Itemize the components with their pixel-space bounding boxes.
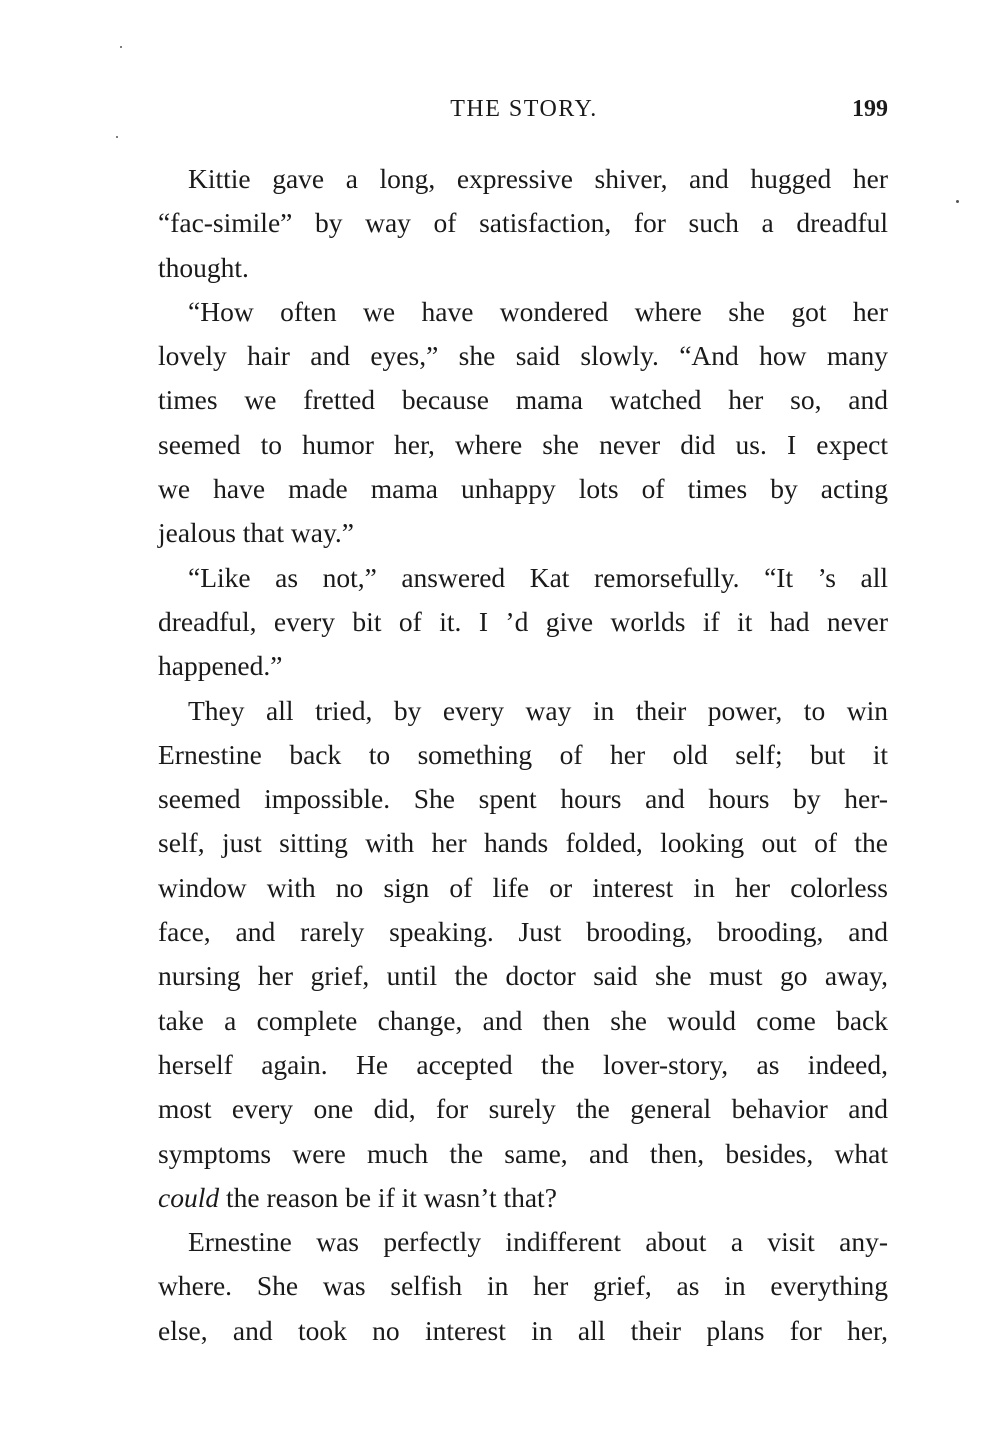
text-line: nursing her grief, until the doctor said she must go away,: [158, 960, 888, 992]
text-line: They all tried, by every way in their power, to win: [188, 694, 888, 726]
scan-speck: [120, 46, 122, 48]
text-body: [158, 157, 888, 1353]
text-line: Kittie gave a long, expressive shiver, and hugged her: [188, 163, 888, 194]
text-line: Ernestine back to something of her old self; but it: [158, 738, 888, 770]
text-line: window with no sign of life or interest in her colorless: [158, 871, 888, 903]
scan-speck: [956, 200, 959, 203]
text-line: “How often we have wondered where she got her: [188, 295, 888, 327]
text-line: most every one did, for surely the general behavior and: [158, 1093, 888, 1125]
text-line-rest: the reason be if it wasn’t that?: [219, 1181, 557, 1213]
text-line: where. She was selfish in her grief, as in everything: [158, 1270, 888, 1302]
text-line: times we fretted because mama watched her so, and: [158, 384, 888, 416]
text-line: lovely hair and eyes,” she said slowly. “And how many: [158, 340, 888, 372]
running-title: THE STORY.: [450, 96, 598, 122]
text-line: “fac-simile” by way of satisfaction, for such a dreadful: [158, 207, 888, 239]
text-line: take a complete change, and then she would come back: [158, 1004, 888, 1036]
text-line: seemed to humor her, where she never did us. I expect: [158, 428, 888, 460]
text-line: happened.”: [158, 650, 283, 682]
scan-speck: [116, 136, 118, 138]
text-line: self, just sitting with her hands folded, looking out of the: [158, 827, 888, 859]
text-line: dreadful, every bit of it. I ’d give worlds if it had never: [158, 605, 888, 637]
text-line: face, and rarely speaking. Just brooding, brooding, and: [158, 916, 888, 948]
running-head: [158, 92, 890, 126]
text-line: Ernestine was perfectly indifferent about a visit any-: [188, 1226, 888, 1258]
text-line: symptoms were much the same, and then, besides, what: [158, 1137, 888, 1169]
text-line: thought.: [158, 251, 249, 283]
text-line: else, and took no interest in all their plans for her,: [158, 1314, 888, 1346]
text-line: we have made mama unhappy lots of times by acting: [158, 473, 888, 505]
text-line: jealous that way.”: [158, 517, 354, 549]
italic-word: could: [158, 1181, 220, 1213]
page-number: 199: [852, 96, 888, 122]
text-line: herself again. He accepted the lover-story, as indeed,: [158, 1048, 888, 1080]
text-line-last: [158, 1176, 888, 1220]
text-line: “Like as not,” answered Kat remorsefully. “It ’s all: [188, 561, 888, 593]
text-line: seemed impossible. She spent hours and hours by her-: [158, 783, 888, 815]
